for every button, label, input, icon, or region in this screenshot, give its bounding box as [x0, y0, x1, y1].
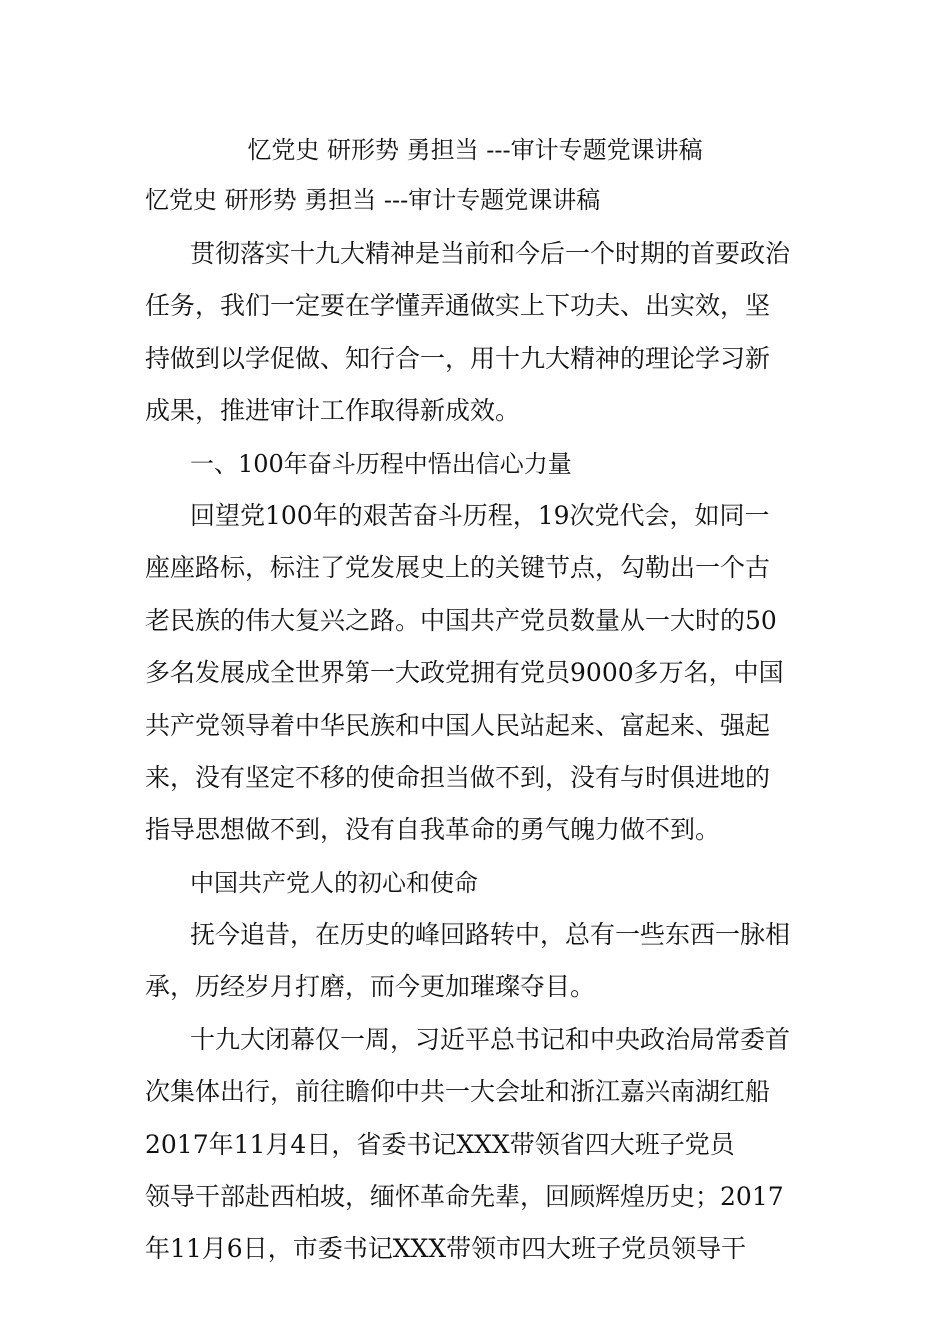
paragraph-line: 来，没有坚定不移的使命担当做不到，没有与时俱进地的 [145, 762, 771, 792]
paragraph-line: 承，历经岁月打磨，而今更加璀璨夺目。 [145, 972, 596, 1002]
document-body [145, 228, 810, 1276]
paragraph-line: 座座路标，标注了党发展史上的关键节点，勾勒出一个古 [145, 553, 771, 583]
paragraph-line: 年11月6日，市委书记XXX带领市四大班子党员领导干 [145, 1234, 747, 1264]
document-subtitle: 忆党史 研形势 勇担当 ---审计专题党课讲稿 [145, 186, 601, 214]
paragraph-line: 共产党领导着中华民族和中国人民站起来、富起来、强起 [145, 710, 771, 740]
paragraph-line: 老民族的伟大复兴之路。中国共产党员数量从一大时的50 [145, 605, 777, 635]
paragraph-line: 多名发展成全世界第一大政党拥有党员9000多万名，中国 [145, 658, 784, 688]
paragraph-line: 十九大闭幕仅一周，习近平总书记和中央政治局常委首 [190, 1024, 791, 1054]
section-heading: 中国共产党人的初心和使命 [190, 868, 478, 897]
paragraph-line: 贯彻落实十九大精神是当前和今后一个时期的首要政治 [190, 239, 791, 268]
paragraph-line: 领导干部赴西柏坡，缅怀革命先辈，回顾辉煌历史；2017 [145, 1182, 784, 1212]
section-heading: 一、100年奋斗历程中悟出信心力量 [190, 449, 572, 478]
paragraph-line: 次集体出行，前往瞻仰中共一大会址和浙江嘉兴南湖红船 [145, 1077, 771, 1107]
paragraph-line: 指导思想做不到，没有自我革命的勇气魄力做不到。 [145, 815, 721, 845]
paragraph-line: 成果，推进审计工作取得新成效。 [145, 396, 521, 426]
paragraph-line: 回望党100年的艰苦奋斗历程，19次党代会，如同一 [190, 500, 770, 530]
paragraph-line: 2017年11月4日，省委书记XXX带领省四大班子党员 [145, 1129, 735, 1159]
paragraph-line: 持做到以学促做、知行合一，用十九大精神的理论学习新 [145, 343, 771, 373]
paragraph-line: 抚今追昔，在历史的峰回路转中，总有一些东西一脉相 [190, 920, 791, 950]
document-title: 忆党史 研形势 勇担当 ---审计专题党课讲稿 [247, 136, 703, 164]
paragraph-line: 任务，我们一定要在学懂弄通做实上下功夫、出实效，坚 [145, 291, 771, 321]
